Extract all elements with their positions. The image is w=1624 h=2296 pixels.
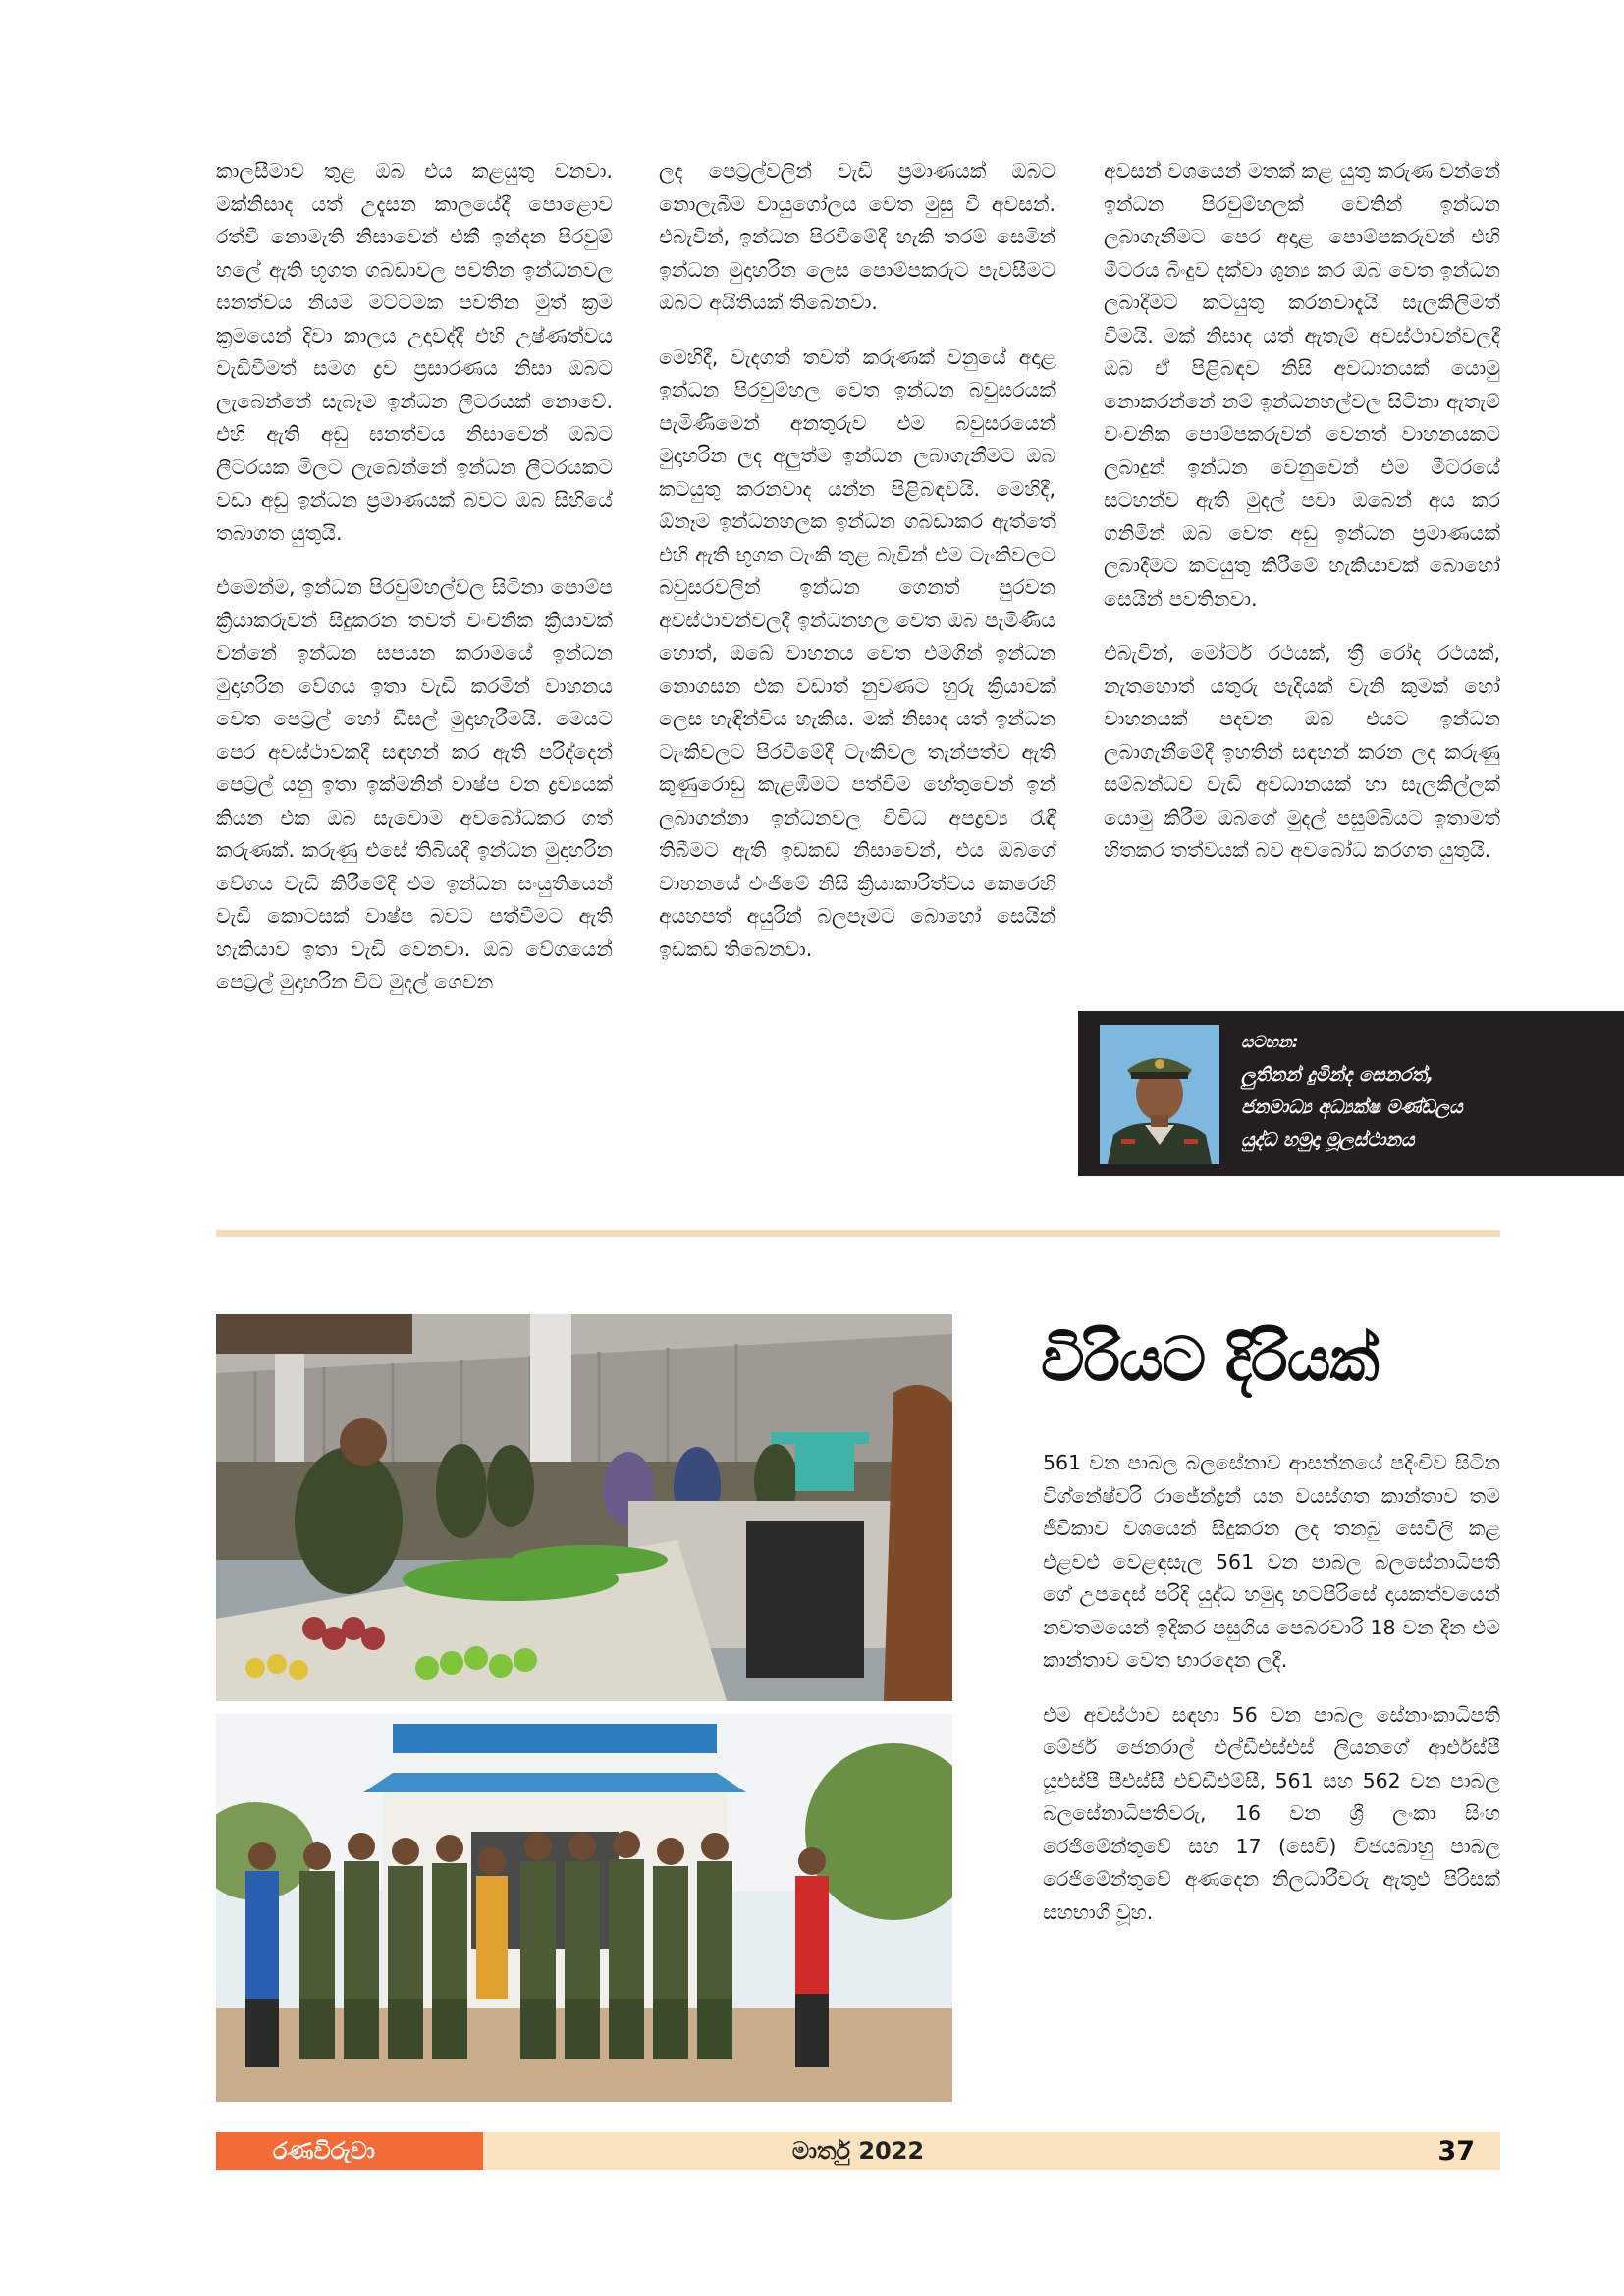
page-footer <box>216 2132 1500 2170</box>
paragraph: කාලසීමාව තුළ ඔබ එය කළයුතු වනවා. මක්නිසාද යත් උදැසන කාලයේදී පොළොව රත්වී නොමැති නිසාවෙන් එකී ඉන්දන පිරවුම් හලේ ඇති භූගත ගබඩාවල පවතින ඉන්ධනවල ඝනත්වය නියම මට්ටමක පවතින මුත් ක්‍රම ක්‍රමයෙන් දිවා කාලය උදාවද්දී එහි උෂ්ණත්වය වැඩිවීමත් සමග ද්‍රව ප්‍රසාරණය නිසා ඔබට ලැබෙන්නේ සැබෑම ඉන්ධන ලීටරයක් නොවේ. එහි ඇති අඩු ඝනත්වය නිසාවෙන් ඔබට ලීටරයක මිලට ලැබෙන්නේ ඉන්ධන ලීටරයකට වඩා අඩු ඉන්ධන ප්‍රමාණයක් බවට ඔබ සිහියේ තබාගත යුතුයි. <box>216 159 613 545</box>
paragraph: මෙහිදී, වැදගත් තවත් කරුණක් වනුයේ අදාළ ඉන්ධන පිරවුම්හල වෙත ඉන්ධන බවුසරයක් පැමිණීමෙන් අනතුරුව එම බවුසරයෙන් මුදාහරින ලද අලුත්ම ඉන්ධන ලබාගැනීමට ඔබ කටයුතු කරනවාද යන්න පිළිබඳවයි. මෙහිදී, ඕනෑම ඉන්ධනහලක ඉන්ධන ගබඩාකර ඇත්තේ එහි ඇති භූගත ටැංකි තුළ බැවින් එම ටැංකිවලට බවුසරවලින් ඉන්ධන ගෙනත් පුරවන අවස්ථාවන්වලදී ඉන්ධනහල වෙත ඔබ පැමිණිය හොත්, ඔබේ වාහනය වෙත එමගින් ඉන්ධන නොගසන එක වඩාත් නුවණට හුරු ක්‍රියාවක් ලෙස හැඳින්විය හැකිය. මක් නිසාද යත් ඉන්ධන ටැංකිවලට පිරවීමේදී ටැංකිවල තැන්පත්ව ඇති කුණුරොඩු කැළඹීමට පත්වීම හේතුවෙන් ඉන් ලබාගන්නා ඉන්ධනවල විවිධ අපද්‍රව්‍ය රැඳී තිබීමට ඇති ඉඩකඩ නිසාවෙන්, එය ඔබගේ වාහනයේ එංජිමේ නිසි ක්‍රියාකාරිත්වය කෙරෙහි අයහපත් අයුරින් බලපෑමට බොහෝ සෙයින් ඉඩකඩ තිබෙනවා. <box>659 345 1056 961</box>
paragraph: එම අවස්ථාව සඳහා 56 වන පාබල සේනාංකාධිපති මේජර් ජෙනරාල් එල්ඩීඑස්එස් ලියනගේ ආර්එස්පී යූඑස්පී පීඑස්සී එච්ඩීඑම්සී, 561 සහ 562 වන පාබල බලසේනාධිපතිවරු, 16 වන ශ්‍රී ලංකා සිංහ රෙජිමේන්තුවේ සහ 17 (සෙවි) විජයබාහු පාබල රෙජිමේන්තුවේ අණදෙන නිලධාරීවරු ඇතුළු පිරිසක් සහභාගී වූහ. <box>1043 1702 1500 1924</box>
vegetable-stall-photo <box>216 1314 952 1701</box>
author-box <box>1078 1011 1624 1176</box>
paragraph: ලද පෙට්‍රල්වලින් වැඩි ප්‍රමාණයක් ඔබට නොලැබීම වායුගෝලය වෙත මුසු වී අවසන්. එබැවින්, ඉන්ධන පිරවීමේදී හැකි තරම් සෙමින් ඉන්ධන මුදාහරින ලෙස පොම්පකරුට පැවසීමට ඔබට අයිතියක් තිබෙනවා. <box>659 159 1056 314</box>
officer-portrait-image <box>1100 1025 1219 1164</box>
article-title: විරියට දිරියක් <box>1041 1323 1379 1395</box>
author-credit <box>1241 1027 1463 1156</box>
page-number: 37 <box>1437 2136 1475 2166</box>
paragraph: එබැවින්, මෝටර් රථයක්, ත්‍රී රෝද රථයක්, නැතහොත් යතුරු පැදියක් වැනි කුමක් හෝ වාහනයක් පදවන ඔබ එයට ඉන්ධන ලබාගැනීමේදී ඉහතින් සඳහන් කරන ලද කරුණු සම්බන්ධව වැඩි අවධානයක් හා සැලකිල්ලක් යොමු කිරීම ඔබගේ මුදල් පසුම්බියට ඉතාමත් හිතකර තත්වයක් බව අවබෝධ කරගත යුතුයි. <box>1104 641 1500 862</box>
paragraph: අවසන් වශයෙන් මතක් කළ යුතු කරුණ වන්නේ ඉන්ධන පිරවුම්හලක් වෙතින් ඉන්ධන ලබාගැනීමට පෙර අදාළ පොම්පකරුවන් එහි මීටරය බිංදුව දක්වා ශුන්‍ය කර ඔබ වෙත ඉන්ධන ලබාදීමට කටයුතු කරනවාදැයි සැලකිලිමත් වීමයි. මක් නිසාද යත් ඇතැම් අවස්ථාවන්වලදී ඔබ ඒ පිළිබඳව නිසි අවධානයක් යොමු නොකරන්නේ නම් ඉන්ධනහල්වල සිටිනා ඇතැම් වංචනික පොම්පකරුවන් වෙනත් වාහනයකට ලබාදුන් ඉන්ධන වෙනුවෙන් එම මීටරයේ සටහන්ව ඇති මුදල් පවා ඔබෙන් අය කර ගනිමින් ඔබ වෙත අඩු ඉන්ධන ප්‍රමාණයක් ලබාදීමට කටයුතු කිරීමේ හැකියාවක් බොහෝ සෙයින් පවතිනවා. <box>1104 159 1500 611</box>
author-dept: යුද්ධ හමුදා මූලස්ථානය <box>1241 1129 1415 1150</box>
group-with-stall-image <box>216 1714 952 2102</box>
paragraph: 561 වන පාබල බලසේනාව ආසන්නයේ පදිංචිව සිටින විග්නේෂ්වරි රාජේන්ද්‍රන් යන වයස්ගත කාන්තාව තම ජීවිකාව වශයෙන් සිදුකරන ලද තනබු සෙවිලි කළ එළවළු වෙළඳසැල 561 වන පාබල බලසේනාධිපති ගේ උපදෙස් පරිදි යුද්ධ හමුදා හටපිරිසේ දායකත්වයෙන් නවතමයෙන් ඉදිකර පසුගිය පෙබරවාරි 18 වන දින එම කාන්තාව වෙත භාරදෙන ලදී. <box>1043 1451 1500 1672</box>
author-photo <box>1100 1025 1219 1164</box>
section-divider <box>216 1230 1500 1237</box>
article-body <box>1043 1447 1500 1950</box>
paragraph: එමෙන්ම, ඉන්ධන පිරවුම්හල්වල සිටිනා පොම්ප ක්‍රියාකරුවන් සිදුකරන තවත් වංචනික ක්‍රියාවක් වන්නේ ඉන්ධන සපයන කරාමයේ ඉන්ධන මුදාහරින වේගය ඉතා වැඩි කරමින් වාහනය වෙත පෙට්‍රල් හෝ ඩීසල් මුදාහැරීමයි. මෙයට පෙර අවස්ථාවකදී සඳහන් කර ඇති පරිද්දෙන් පෙට්‍රල් යනු ඉතා ඉක්මනින් වාෂ්ප වන ද්‍රව්‍යයක් කියන එක ඔබ සැවොම අවබෝධකර ගත් කරුණක්. කරුණු එසේ තිබියදී ඉන්ධන මුදාහරින වේගය වැඩි කිරීමේදී එම ඉන්ධන සංයුතියෙන් වැඩි කොටසක් වාෂ්ප බවට පත්වීමට ඇති හැකියාව ඉතා වැඩි වෙනවා. ඔබ වේගයෙන් පෙට්‍රල් මුදාහරින විට මුදල් ගෙවන <box>216 575 613 993</box>
footer-brand: රණවිරුවා <box>216 2132 483 2170</box>
body-column-3 <box>1104 155 1500 889</box>
body-column-2 <box>659 155 1056 988</box>
body-column-1 <box>216 155 613 1021</box>
author-role: ජනමාධ්‍ය අධ්‍යක්ෂ මණ්ඩලය <box>1241 1096 1463 1118</box>
handover-group-photo <box>216 1714 952 2102</box>
author-label: සටහන: <box>1241 1033 1299 1052</box>
market-stall-scene-image <box>216 1314 952 1701</box>
author-name: ලුතිනන් දුමින්ද සෙනරත්, <box>1241 1064 1435 1086</box>
footer-date: මාර්තු 2022 <box>791 2137 925 2164</box>
